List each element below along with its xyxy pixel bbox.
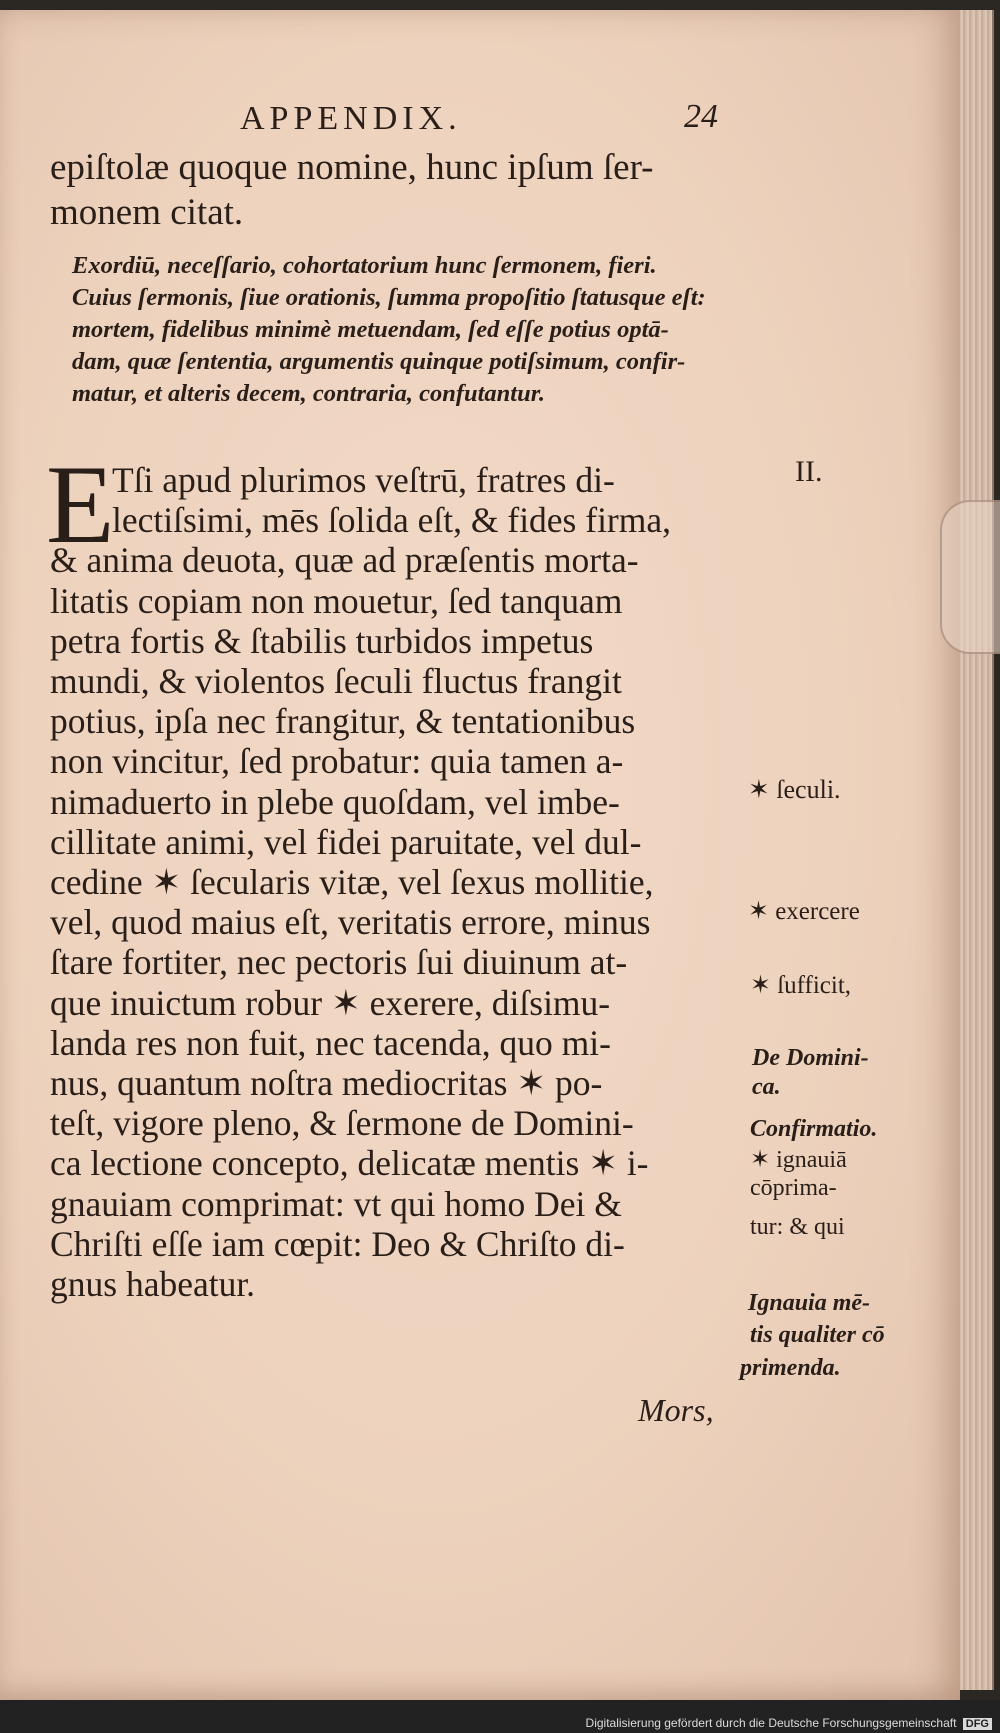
text-line: cillitate animi, vel fidei paruitate, vel dul- — [50, 821, 642, 862]
text-line: epiſtolæ quoque nomine, hunc ipſum ſer- — [50, 147, 654, 188]
text-line: ca lectione concepto, delicatæ mentis ✶ i- — [50, 1143, 649, 1184]
margin-note: cōprima- — [750, 1175, 837, 1201]
running-title: APPENDIX. — [240, 100, 462, 137]
text-line: & anima deuota, quæ ad præſentis morta- — [50, 540, 639, 581]
text-line: ſtare fortiter, nec pectoris ſui diuinum at- — [50, 942, 628, 983]
summary-line: Exordiū, neceſſario, cohortatorium hunc ſermonem, fieri. — [72, 252, 657, 279]
text-line: teſt, vigore pleno, & ſermone de Domini- — [50, 1103, 634, 1144]
page-number: 24 — [684, 98, 718, 135]
margin-note: ca. — [752, 1074, 781, 1100]
text-line: gnus habeatur. — [50, 1264, 256, 1305]
text-line: petra fortis & ſtabilis turbidos impetus — [50, 620, 594, 661]
margin-note: Ignauia mē- — [748, 1290, 871, 1316]
margin-note: ✶ ſufficit, — [750, 972, 852, 999]
text-line: mundi, & violentos ſeculi fluctus frangit — [50, 661, 622, 701]
margin-note: ✶ ſeculi. — [748, 775, 841, 804]
summary-line: mortem, fidelibus minimè metuendam, ſed eſſe potius optā- — [72, 316, 669, 343]
dfg-logo: DFG — [963, 1718, 992, 1730]
text-line: cedine ✶ ſecularis vitæ, vel ſexus mollitie, — [50, 862, 654, 903]
catchword: Mors, — [638, 1392, 714, 1428]
first-lines — [112, 460, 671, 540]
summary-line: Cuius ſermonis, ſiue orationis, ſumma propoſitio ſtatusque eſt: — [72, 284, 706, 311]
margin-note: tis qualiter cō — [750, 1322, 885, 1348]
text-line: non vincitur, ſed probatur: quia tamen a- — [50, 741, 624, 782]
margin-note: ✶ exercere — [748, 898, 860, 925]
credit-text: Digitalisierung gefördert durch die Deutsche Forschungsgemeinschaft — [585, 1716, 957, 1730]
margin-note: De Domini- — [752, 1045, 869, 1071]
margin-note: primenda. — [740, 1355, 841, 1381]
page-edges — [960, 10, 994, 1690]
text-line: Tſi apud plurimos veſtrū, fratres di- — [112, 460, 615, 500]
margin-note: tur: & qui — [750, 1214, 845, 1240]
summary-line: dam, quæ ſententia, argumentis quinque potiſsimum, confir- — [72, 348, 686, 375]
margin-section-number: II. — [795, 455, 823, 488]
summary-argument — [72, 250, 706, 410]
digitization-credit — [586, 1716, 992, 1730]
text-line: Chriſti eſſe iam cœpit: Deo & Chriſto di- — [50, 1223, 625, 1264]
text-line: monem citat. — [50, 192, 244, 233]
drop-capital: E — [46, 443, 115, 567]
summary-line: matur, et alteris decem, contraria, confutantur. — [72, 380, 546, 407]
text-line: potius, ipſa nec frangitur, & tentationibus — [50, 701, 636, 742]
text-line: landa res non fuit, nec tacenda, quo mi- — [50, 1022, 611, 1063]
text-line: lectiſsimi, mēs ſolida eſt, & fides firma, — [112, 500, 672, 541]
clip-tab — [940, 500, 1000, 654]
continuation-text — [50, 145, 654, 235]
margin-note: ✶ ignauiā — [750, 1147, 847, 1173]
page-header — [0, 100, 960, 140]
margin-note: Confirmatio. — [750, 1116, 878, 1142]
text-line: litatis copiam non mouetur, ſed tanquam — [50, 580, 623, 621]
text-line: nimaduerto in plebe quoſdam, vel imbe- — [50, 781, 620, 822]
text-line: vel, quod maius eſt, veritatis errore, minus — [50, 902, 651, 943]
text-line: gnauiam comprimat: vt qui homo Dei & — [50, 1183, 622, 1224]
text-line: que inuictum robur ✶ exerere, diſsimu- — [50, 982, 611, 1023]
text-line: nus, quantum noſtra mediocritas ✶ po- — [50, 1063, 603, 1104]
body-text — [50, 540, 654, 1304]
